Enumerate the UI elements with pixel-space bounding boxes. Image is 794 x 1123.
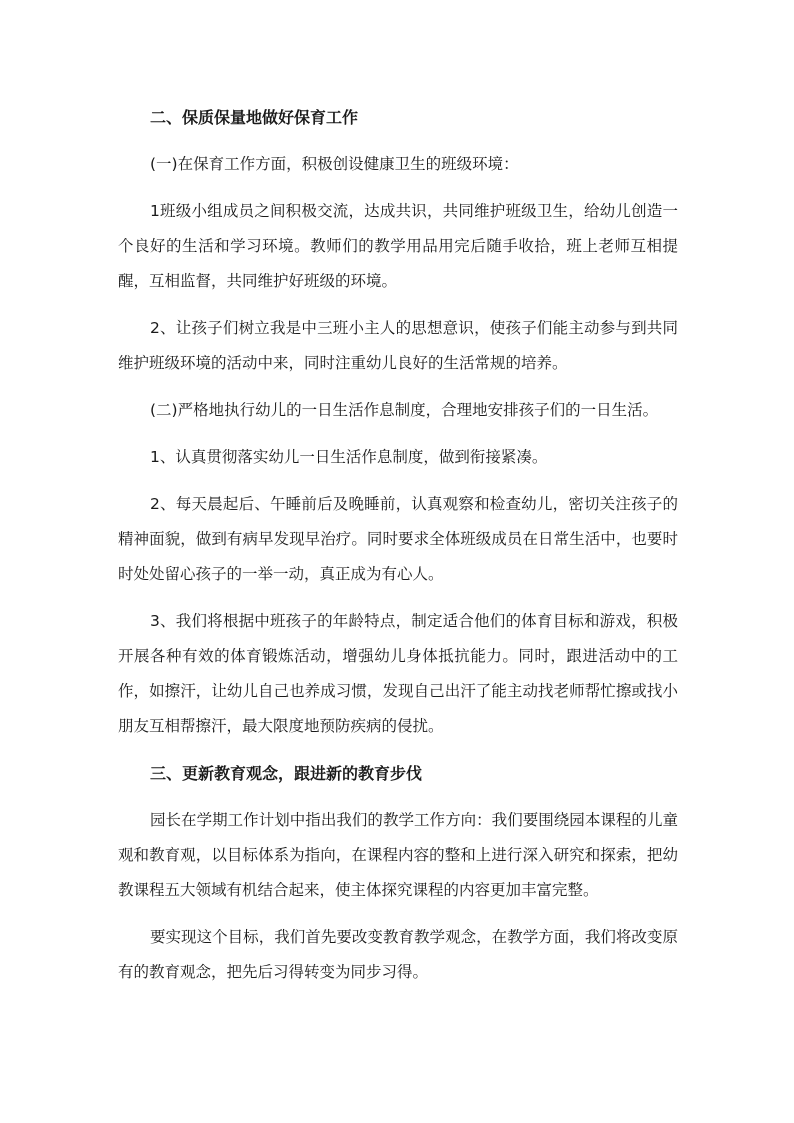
paragraph-sub-1: (一)在保育工作方面，积极创设健康卫生的班级环境： bbox=[150, 155, 519, 173]
paragraph-sub-2: (二)严格地执行幼儿的一日生活作息制度，合理地安排孩子们的一日生活。 bbox=[150, 401, 659, 419]
paragraph-item-1: 1班级小组成员之间积极交流，达成共识，共同维护班级卫生，给幼儿创造一个良好的生活和学习环境。教师们的教学用品用完后随手收拾，班上老师互相提醒，互相监督，共同维护好班级的环境。 bbox=[118, 202, 678, 290]
section-heading-2: 二、保质保量地做好保育工作 bbox=[150, 108, 359, 127]
section-heading-3: 三、更新教育观念，跟进新的教育步伐 bbox=[150, 764, 423, 783]
document-body bbox=[118, 100, 678, 990]
paragraph-item-2-2: 2、每天晨起后、午睡前后及晚睡前，认真观察和检查幼儿，密切关注孩子的精神面貌，做到有病早发现早治疗。同时要求全体班级成员在日常生活中，也要时时处处留心孩子的一举一动，真正成为有心人。 bbox=[118, 495, 678, 583]
paragraph-item-2: 2、让孩子们树立我是中三班小主人的思想意识，使孩子们能主动参与到共同维护班级环境的活动中来，同时注重幼儿良好的生活常规的培养。 bbox=[118, 319, 678, 372]
paragraph-section3-1: 园长在学期工作计划中指出我们的教学工作方向：我们要围绕园本课程的儿童观和教育观，以目标体系为指向，在课程内容的整和上进行深入研究和探索，把幼教课程五大领域有机结合起来，使主体探究课程的内容更加丰富完整。 bbox=[118, 811, 678, 899]
paragraph-item-2-3: 3、我们将根据中班孩子的年龄特点，制定适合他们的体育目标和游戏，积极开展各种有效的体育锻炼活动，增强幼儿身体抵抗能力。同时，跟进活动中的工作，如擦汗，让幼儿自己也养成习惯，发现自己出汗了能主动找老师帮忙擦或找小朋友互相帮擦汗，最大限度地预防疾病的侵扰。 bbox=[118, 612, 678, 735]
paragraph-section3-2: 要实现这个目标，我们首先要改变教育教学观念，在教学方面，我们将改变原有的教育观念，把先后习得转变为同步习得。 bbox=[118, 928, 678, 981]
paragraph-item-2-1: 1、认真贯彻落实幼儿一日生活作息制度，做到衔接紧凑。 bbox=[150, 448, 548, 466]
